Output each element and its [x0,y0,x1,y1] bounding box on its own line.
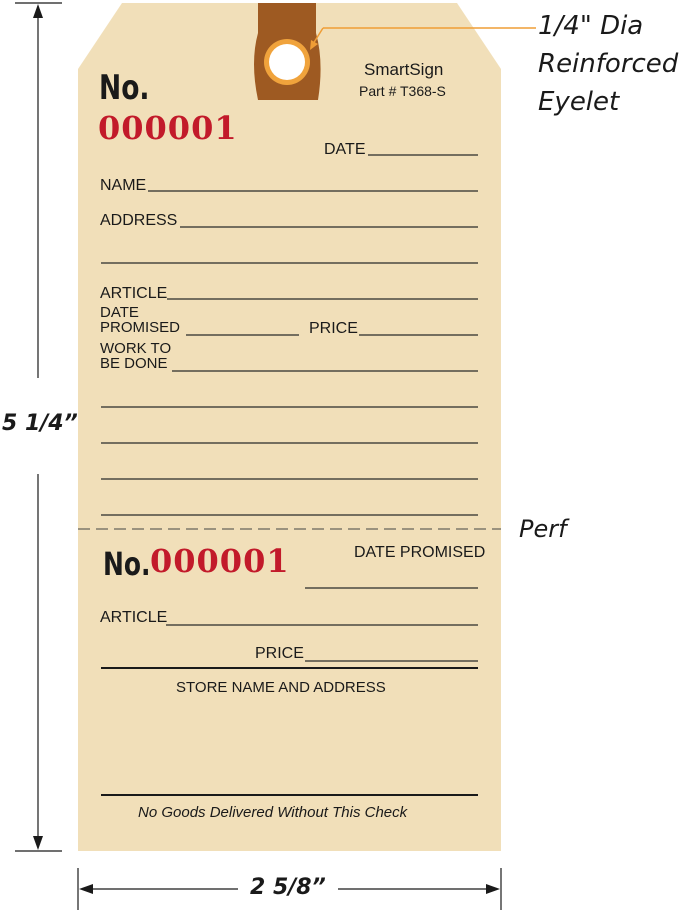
eyelet-annotation-line3: Eyelet [538,87,620,117]
eyelet-hole [269,44,305,80]
date-promised-label-line2: PROMISED [100,319,181,336]
date-promised-label-line1: DATE [100,304,139,321]
upper-ticket-number: 000001 [98,109,238,147]
lower-date-promised-label: DATE PROMISED [354,544,486,561]
eyelet-annotation-line1: 1/4" Dia [538,11,644,41]
height-label: 5 1/4” [2,411,78,436]
address-label: ADDRESS [100,212,178,229]
date-label: DATE [324,141,366,158]
lower-no-label: No. [103,545,151,583]
upper-no-label: No. [99,68,150,108]
perf-label: Perf [519,515,567,543]
name-label: NAME [100,177,147,194]
eyelet-annotation-line2: Reinforced [538,49,679,79]
article-label: ARTICLE [100,285,168,302]
brand-name: SmartSign [364,60,444,79]
upper-price-label: PRICE [309,320,358,337]
lower-article-label: ARTICLE [100,609,168,626]
work-to-be-done-label-line1: WORK TO [100,340,172,357]
lower-price-label: PRICE [255,645,304,662]
store-name-label: STORE NAME AND ADDRESS [176,679,386,696]
footer-note: No Goods Delivered Without This Check [138,804,408,821]
lower-ticket-number: 000001 [150,542,290,580]
work-to-be-done-label-line2: BE DONE [100,355,168,372]
part-number: Part # T368-S [359,83,446,99]
width-label: 2 5/8” [250,875,326,900]
